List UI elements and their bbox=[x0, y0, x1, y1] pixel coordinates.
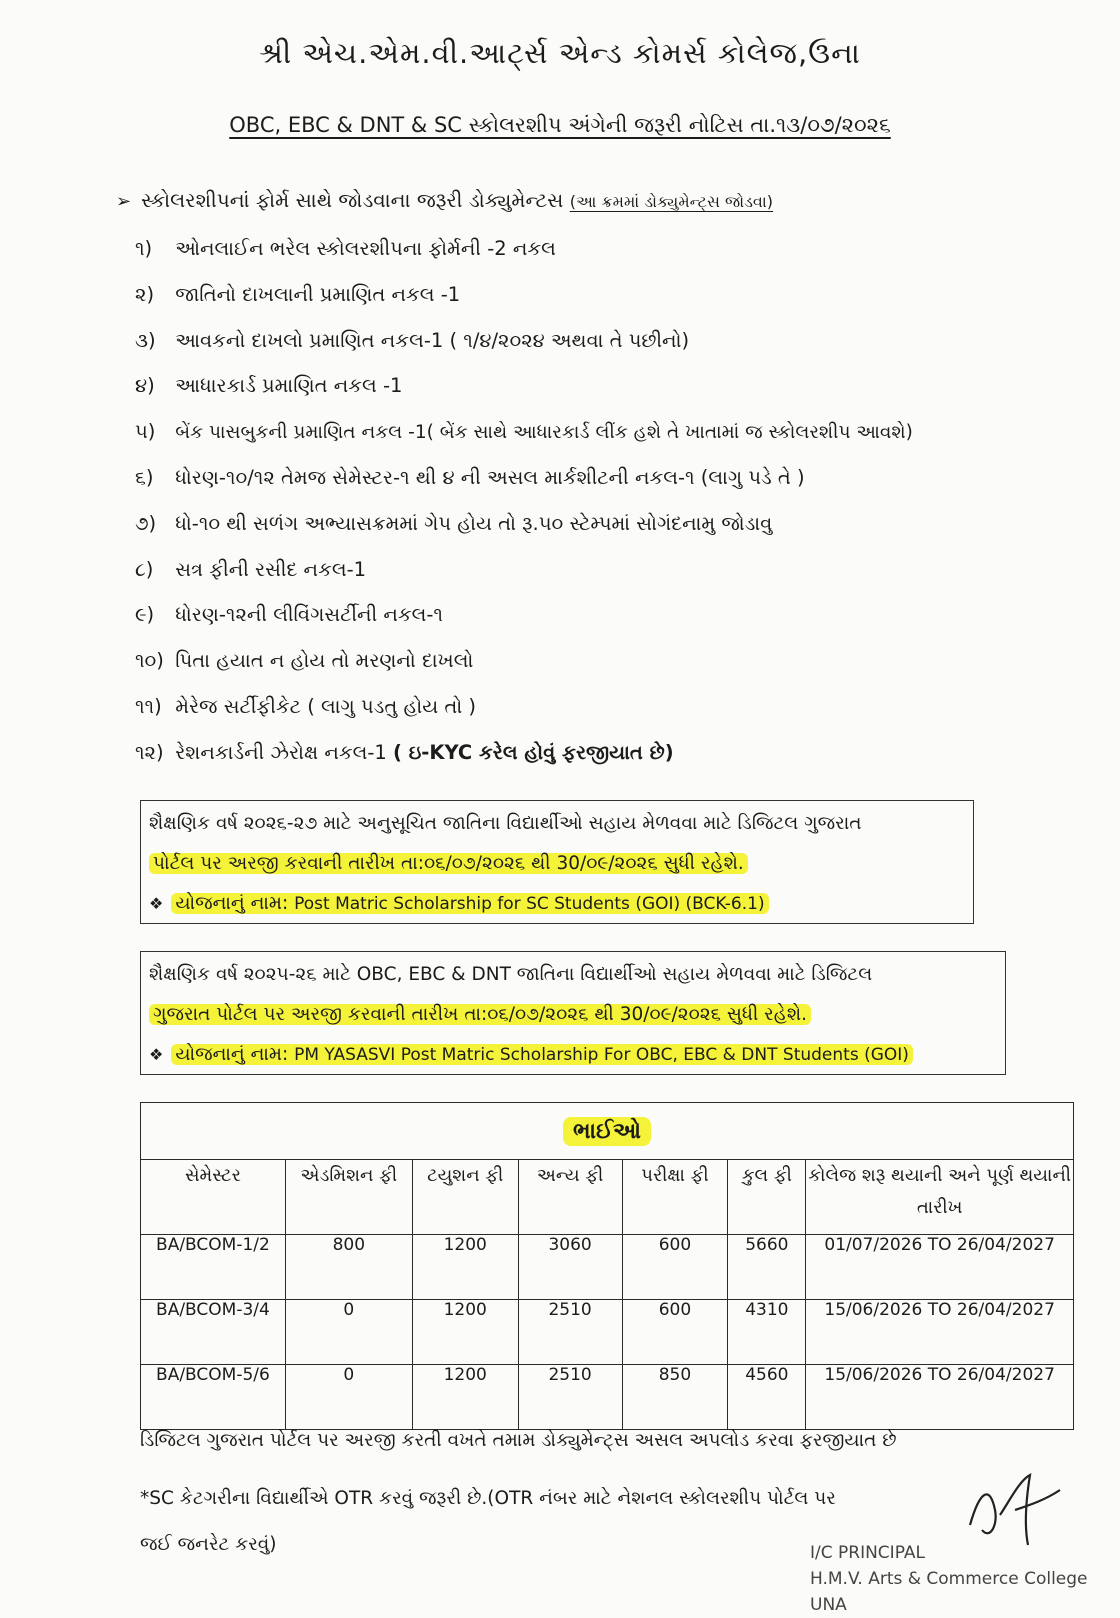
table-cell: 0 bbox=[285, 1365, 412, 1430]
item-number: ૨) bbox=[135, 282, 155, 306]
diamond-bullet-icon: ❖ bbox=[149, 1045, 164, 1064]
fee-table-caption-text: ભાઈઓ bbox=[563, 1117, 651, 1146]
item-number: ૯) bbox=[135, 603, 155, 627]
diamond-bullet-icon: ❖ bbox=[149, 894, 164, 913]
item-number: ૧૧) bbox=[135, 694, 162, 718]
sc-scheme-line bbox=[149, 887, 965, 927]
fee-table bbox=[140, 1102, 1074, 1430]
notice-title-text: OBC, EBC & DNT & SC સ્કોલરશીપ અંગેની જરૂરી નોટિસ તા.૧૩/૦૭/૨૦૨૬ bbox=[229, 113, 891, 137]
table-cell: 1200 bbox=[412, 1365, 518, 1430]
column-header: એડમિશન ફી bbox=[285, 1160, 412, 1235]
scheme-label: યોજનાનું નામ: bbox=[175, 893, 289, 914]
item-number: ૧) bbox=[135, 237, 153, 260]
list-item bbox=[135, 464, 1095, 510]
list-item bbox=[135, 235, 1095, 281]
obc-scheme-highlight bbox=[171, 1044, 913, 1065]
scheme-name: PM YASASVI Post Matric Scholarship For OBC, EBC & DNT Students (GOI) bbox=[294, 1045, 909, 1065]
sc-otr-note-line1: *SC કેટગરીના વિદ્યાર્થીએ OTR કરવું જરૂરી છે.(OTR નંબર માટે નેશનલ સ્કોલરશીપ પોર્ટલ પર bbox=[140, 1488, 836, 1509]
sc-scholarship-box bbox=[140, 800, 974, 924]
table-cell: 600 bbox=[622, 1300, 728, 1365]
table-cell: 4310 bbox=[728, 1300, 806, 1365]
fee-table-header-row bbox=[141, 1160, 1074, 1235]
obc-scheme-line bbox=[149, 1038, 997, 1078]
arrow-icon: ➢ bbox=[116, 191, 132, 212]
table-cell: 1200 bbox=[412, 1300, 518, 1365]
notice-title bbox=[0, 113, 1120, 138]
table-cell: 4560 bbox=[728, 1365, 806, 1430]
table-cell: 5660 bbox=[728, 1235, 806, 1300]
item-text: ધોરણ-૧૨ની લીવિંગસર્ટીની નકલ-૧ bbox=[175, 603, 443, 627]
table-cell: 15/06/2026 TO 26/04/2027 bbox=[806, 1300, 1074, 1365]
column-header: સેમેસ્ટર bbox=[141, 1160, 286, 1235]
table-cell: 600 bbox=[622, 1235, 728, 1300]
list-item bbox=[135, 693, 1095, 739]
table-row bbox=[141, 1300, 1074, 1365]
list-item bbox=[135, 556, 1095, 602]
principal-college: H.M.V. Arts & Commerce College UNA bbox=[810, 1569, 1088, 1615]
item-text: જાતિનો દાખલાની પ્રમાણિત નકલ -1 bbox=[175, 282, 461, 306]
item-text: ઓનલાઈન ભરેલ સ્કોલરશીપના ફોર્મની -2 નકલ bbox=[175, 237, 556, 260]
documents-heading-note: (આ ક્રમમાં ડોક્યુમેન્ટ્સ જોડવા) bbox=[569, 192, 774, 211]
item-number: ૬) bbox=[135, 465, 154, 489]
item-text: આધારકાર્ડ પ્રમાણિત નકલ -1 bbox=[175, 374, 403, 398]
principal-signature bbox=[960, 1470, 1070, 1550]
table-row bbox=[141, 1365, 1074, 1430]
list-item bbox=[135, 281, 1095, 327]
column-header: અન્ય ફી bbox=[518, 1160, 622, 1235]
item-text: મેરેજ સર્ટીફીકેટ ( લાગુ પડતુ હોય તો ) bbox=[175, 694, 476, 718]
item-text: બેંક પાસબુકની પ્રમાણિત નકલ -1( બેંક સાથે આધારકાર્ડ લીંક હશે તે ખાતામાં જ સ્કોલરશીપ આવશે) bbox=[175, 422, 913, 444]
item-number: ૫) bbox=[135, 420, 156, 444]
table-cell: BA/BCOM-3/4 bbox=[141, 1300, 286, 1365]
item-number: ૮) bbox=[135, 557, 154, 581]
table-cell: 01/07/2026 TO 26/04/2027 bbox=[806, 1235, 1074, 1300]
list-item bbox=[135, 647, 1095, 693]
obc-box-line2-text: ગુજરાત પોર્ટલ પર અરજી કરવાની તારીખ તા:૦૬/૦૭/૨૦૨૬ થી 30/૦૯/૨૦૨૬ સુધી રહેશે. bbox=[149, 1004, 811, 1025]
table-cell: 3060 bbox=[518, 1235, 622, 1300]
table-cell: 0 bbox=[285, 1300, 412, 1365]
documents-list bbox=[135, 235, 1095, 785]
item-number: ૩) bbox=[135, 328, 156, 352]
table-cell: 15/06/2026 TO 26/04/2027 bbox=[806, 1365, 1074, 1430]
item-number: ૧૨) bbox=[135, 740, 164, 764]
documents-heading-text: સ્કોલરશીપનાં ફોર્મ સાથે જોડવાના જરૂરી ડોક્યુમેન્ટસ bbox=[141, 188, 564, 212]
item-text: આવકનો દાખલો પ્રમાણિત નકલ-1 ( ૧/૪/૨૦૨૪ અથવા તે પછીનો) bbox=[175, 328, 690, 352]
scheme-label: યોજનાનું નામ: bbox=[175, 1044, 289, 1065]
column-header: પરીક્ષા ફી bbox=[622, 1160, 728, 1235]
table-cell: 850 bbox=[622, 1365, 728, 1430]
table-cell: BA/BCOM-5/6 bbox=[141, 1365, 286, 1430]
college-title: શ્રી એચ.એમ.વી.આર્ટ્સ એન્ડ કોમર્સ કોલેજ,ઉના bbox=[259, 36, 861, 70]
sc-box-line1: શૈક્ષણિક વર્ષ ૨૦૨૬-૨૭ માટે અનુસૂચિત જાતિના વિદ્યાર્થીઓ સહાય મેળવવા માટે ડિજિટલ ગુજરાત bbox=[149, 813, 862, 834]
sc-box-line2 bbox=[149, 847, 965, 887]
table-cell: BA/BCOM-1/2 bbox=[141, 1235, 286, 1300]
list-item bbox=[135, 327, 1095, 373]
item-text: ધોરણ-૧૦/૧૨ તેમજ સેમેસ્ટર-૧ થી ૪ ની અસલ માર્કશીટની નકલ-૧ (લાગુ પડે તે ) bbox=[175, 465, 805, 489]
item-number: ૪) bbox=[135, 374, 155, 398]
documents-heading bbox=[116, 188, 773, 212]
table-cell: 2510 bbox=[518, 1300, 622, 1365]
table-row bbox=[141, 1235, 1074, 1300]
column-header: ટયુશન ફી bbox=[412, 1160, 518, 1235]
sc-otr-note-line2: જઈ જનરેટ કરવું) bbox=[140, 1534, 277, 1555]
table-cell: 800 bbox=[285, 1235, 412, 1300]
obc-box-line2 bbox=[149, 998, 997, 1038]
item-text: ધો-૧૦ થી સળંગ અભ્યાસક્રમમાં ગેપ હોય તો રૂ.૫૦ સ્ટેમ્પમાં સોગંદનામુ જોડાવુ bbox=[175, 511, 773, 535]
item-text: પિતા હયાત ન હોય તો મરણનો દાખલો bbox=[175, 649, 474, 673]
obc-scholarship-box bbox=[140, 951, 1006, 1075]
item-text: સત્ર ફીની રસીદ નકલ-1 bbox=[175, 557, 367, 581]
scheme-name: Post Matric Scholarship for SC Students (GOI) (BCK-6.1) bbox=[294, 894, 765, 914]
list-item bbox=[135, 601, 1095, 647]
principal-title: I/C PRINCIPAL bbox=[810, 1543, 925, 1563]
list-item bbox=[135, 739, 1095, 785]
item-number: ૧૦) bbox=[135, 649, 164, 673]
sc-box-line2-text: પોર્ટલ પર અરજી કરવાની તારીખ તા:૦૬/૦૭/૨૦૨૬ થી 30/૦૯/૨૦૨૬ સુધી રહેશે. bbox=[149, 853, 748, 874]
column-header: કુલ ફી bbox=[728, 1160, 806, 1235]
list-item bbox=[135, 418, 1095, 464]
table-cell: 2510 bbox=[518, 1365, 622, 1430]
column-header: કોલેજ શરૂ થયાની અને પૂર્ણ થયાની તારીખ bbox=[806, 1160, 1074, 1235]
fee-table-caption-row bbox=[141, 1103, 1074, 1160]
sc-scheme-highlight bbox=[171, 893, 768, 914]
list-item bbox=[135, 372, 1095, 418]
item-text: રેશનકાર્ડની ઝેરોક્ષ નકલ-1 bbox=[175, 740, 387, 764]
fee-table-caption bbox=[141, 1103, 1074, 1160]
item-number: ૭) bbox=[135, 511, 157, 535]
table-cell: 1200 bbox=[412, 1235, 518, 1300]
list-item bbox=[135, 510, 1095, 556]
obc-box-line1: શૈક્ષણિક વર્ષ ૨૦૨૫-૨૬ માટે OBC, EBC & DNT જાતિના વિદ્યાર્થીઓ સહાય મેળવવા માટે ડિજિટલ bbox=[149, 964, 873, 985]
item-text-bold: ( ઇ-KYC કરેલ હોવું ફરજીયાત છે) bbox=[393, 740, 674, 764]
upload-note: ડિજિટલ ગુજરાત પોર્ટલ પર અરજી કરતી વખતે તમામ ડોક્યુમેન્ટ્સ અસલ અપલોડ કરવા ફરજીયાત છે bbox=[140, 1430, 897, 1451]
principal-block bbox=[810, 1540, 1120, 1618]
